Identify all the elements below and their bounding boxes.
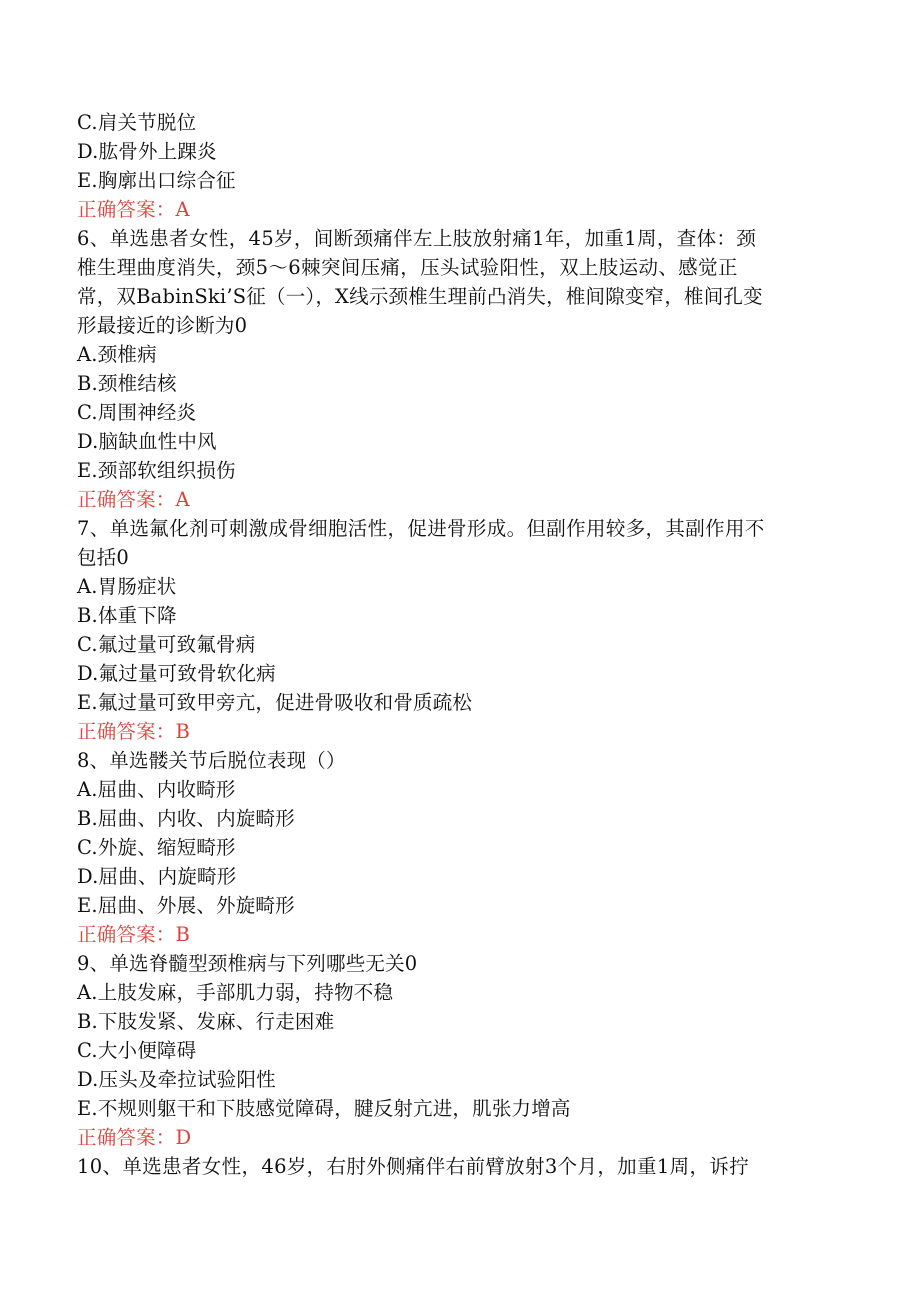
question-text: 9、单选脊髓型颈椎病与下列哪些无关0 <box>77 952 418 975</box>
option-line: D.屈曲、内旋畸形 <box>77 865 237 888</box>
question-text: 常，双BabinSki’S征（一），X线示颈椎生理前凸消失，椎间隙变窄，椎间孔变 <box>77 285 763 308</box>
correct-answer: 正确答案：D <box>77 1126 192 1149</box>
question-text: 形最接近的诊断为0 <box>77 314 248 337</box>
correct-answer: 正确答案：A <box>77 198 190 221</box>
option-line: B.颈椎结核 <box>77 372 177 395</box>
option-line: C.周围神经炎 <box>77 401 197 424</box>
option-line: A.胃肠症状 <box>77 575 177 598</box>
question-text: 椎生理曲度消失，颈5～6棘突间压痛，压头试验阳性，双上肢运动、感觉正 <box>77 256 738 279</box>
option-line: C.外旋、缩短畸形 <box>77 836 236 859</box>
question-text: 8、单选髅关节后脱位表现（） <box>77 749 346 772</box>
document-page <box>77 108 837 1181</box>
option-line: C.大小便障碍 <box>77 1039 197 1062</box>
correct-answer: 正确答案：A <box>77 488 190 511</box>
question-text: 6、单选患者女性，45岁，间断颈痛伴左上肢放射痛1年，加重1周，查体：颈 <box>77 227 757 250</box>
option-line: D.肱骨外上踝炎 <box>77 140 217 163</box>
option-line: D.脑缺血性中风 <box>77 430 217 453</box>
option-line: C.氟过量可致氟骨病 <box>77 633 256 656</box>
correct-answer: 正确答案：B <box>77 720 191 743</box>
option-line: D.压头及牵拉试验阳性 <box>77 1068 276 1091</box>
option-line: D.氟过量可致骨软化病 <box>77 662 276 685</box>
option-line: C.肩关节脱位 <box>77 111 197 134</box>
option-line: E.胸廓出口综合征 <box>77 169 236 192</box>
option-line: B.体重下降 <box>77 604 177 627</box>
option-line: E.不规则躯干和下肢感觉障碍，腱反射亢进，肌张力增高 <box>77 1097 571 1120</box>
option-line: A.颈椎病 <box>77 343 157 366</box>
option-line: A.上肢发麻，手部肌力弱，持物不稳 <box>77 981 394 1004</box>
option-line: B.屈曲、内收、内旋畸形 <box>77 807 295 830</box>
question-text: 7、单选氟化剂可刺激成骨细胞活性，促进骨形成。但副作用较多，其副作用不 <box>77 517 765 540</box>
option-line: E.氟过量可致甲旁亢，促进骨吸收和骨质疏松 <box>77 691 473 714</box>
question-text: 包括0 <box>77 546 130 569</box>
option-line: E.屈曲、外展、外旋畸形 <box>77 894 295 917</box>
option-line: E.颈部软组织损伤 <box>77 459 236 482</box>
correct-answer: 正确答案：B <box>77 923 191 946</box>
option-line: B.下肢发紧、发麻、行走困难 <box>77 1010 335 1033</box>
question-text: 10、单选患者女性，46岁，右肘外侧痛伴右前臂放射3个月，加重1周，诉拧 <box>77 1155 750 1178</box>
option-line: A.屈曲、内收畸形 <box>77 778 236 801</box>
